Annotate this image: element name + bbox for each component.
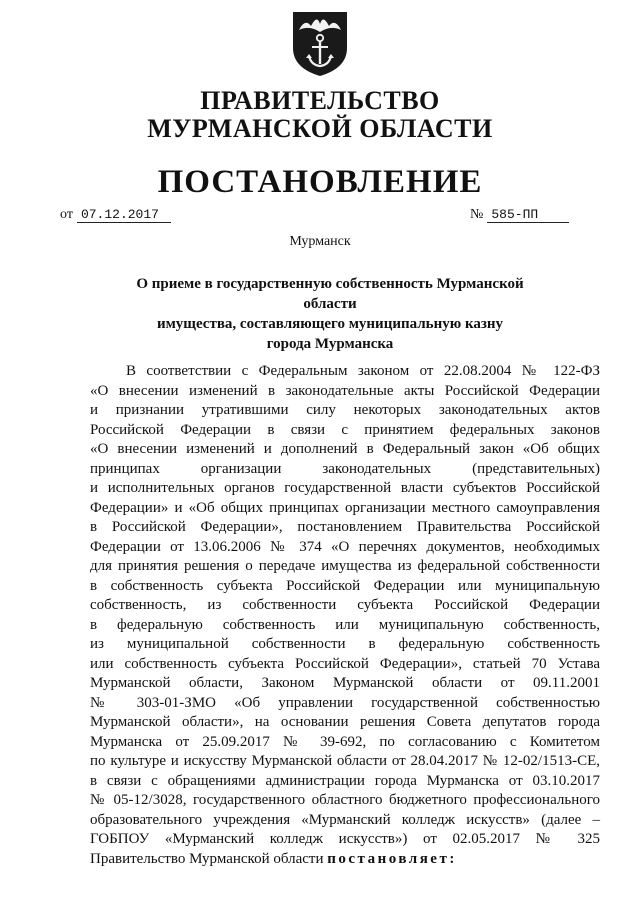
body-line: «О внесении изменений в законодательные акты Российской Федерации: [90, 382, 600, 399]
body-line: № 303-01-ЗМО «Об управлении государственной собственностью: [90, 694, 600, 711]
document-date: 07.12.2017: [77, 207, 171, 223]
body-line: или собственность субъекта Российской Федерации», статьей 70 Устава: [90, 655, 600, 672]
body-line: Федерации от 13.06.2006 № 374 «О перечнях документов, необходимых: [90, 538, 600, 555]
body-line: в связи с обращениями администрации города Мурманска от 03.10.2017: [90, 772, 600, 789]
body-line: по культуре и искусству Мурманской области от 28.04.2017 № 12-02/1513-СЕ,: [90, 753, 600, 769]
body-line: В соответствии с Федеральным законом от 22.08.2004 № 122-ФЗ: [126, 363, 600, 379]
title-line: имущества, составляющего муниципальную казну: [156, 316, 504, 332]
body-line: и исполнительных органов государственной власти субъектов Российской: [90, 480, 600, 496]
body-line: в федеральную собственность или муниципальную собственность,: [90, 616, 600, 633]
body-line: образовательного учреждения «Мурманский колледж искусств» (далее –: [90, 811, 600, 828]
organization-name-line2: МУРМАНСКОЙ ОБЛАСТИ: [147, 114, 493, 143]
document-body: [90, 362, 600, 869]
document-type-heading: ПОСТАНОВЛЕНИЕ: [157, 164, 483, 200]
body-line: Российской Федерации в связи с принятием федеральных законов: [90, 421, 600, 438]
number-prefix: №: [470, 207, 484, 222]
body-line: Мурманской области, Законом Мурманской области от 09.11.2001: [90, 675, 600, 691]
resolution-verb: постановляет:: [327, 850, 457, 867]
body-line: и признании утратившими силу некоторых законодательных актов: [90, 402, 600, 418]
body-line: «О внесении изменений и дополнений в Федеральный закон «Об общих: [90, 441, 600, 457]
document-title: [120, 274, 540, 354]
document-place: Мурманск: [289, 234, 351, 249]
date-prefix: от: [60, 207, 73, 222]
document-number-row: [470, 207, 569, 223]
document-number: 585-ПП: [487, 207, 569, 223]
body-line: для принятия решения о передаче имущества из федеральной собственности: [90, 558, 600, 574]
resolving-body: Правительство Мурманской области: [90, 850, 328, 867]
body-last-line: [90, 850, 600, 870]
title-line: города Мурманска: [266, 336, 394, 352]
body-line: в Российской Федерации», постановлением Правительства Российской: [90, 519, 600, 535]
document-date-row: [60, 207, 171, 223]
body-line: Мурманской области», на основании решения Совета депутатов города: [90, 714, 600, 730]
title-line: О приеме в государственную собственность Мурманской области: [136, 276, 524, 312]
body-line: из муниципальной собственности в федеральную собственность: [90, 636, 600, 652]
body-line: принципах организации законодательных (представительных): [90, 460, 600, 477]
body-line: собственность, из собственности субъекта Российской Федерации: [90, 597, 600, 613]
body-line: Федерации» и «Об общих принципах организации местного самоуправления: [90, 499, 600, 516]
body-line: в собственность субъекта Российской Федерации или муниципальную: [90, 577, 600, 594]
murmansk-coat-of-arms-icon: [291, 8, 349, 78]
body-line: № 05-12/3028, государственного областного бюджетного профессионального: [90, 792, 600, 808]
organization-name-line1: ПРАВИТЕЛЬСТВО: [200, 86, 440, 115]
body-line: ГОБПОУ «Мурманский колледж искусств») от 02.05.2017 № 325: [90, 831, 600, 847]
body-line: Мурманска от 25.09.2017 № 39-692, по согласованию с Комитетом: [90, 733, 600, 750]
